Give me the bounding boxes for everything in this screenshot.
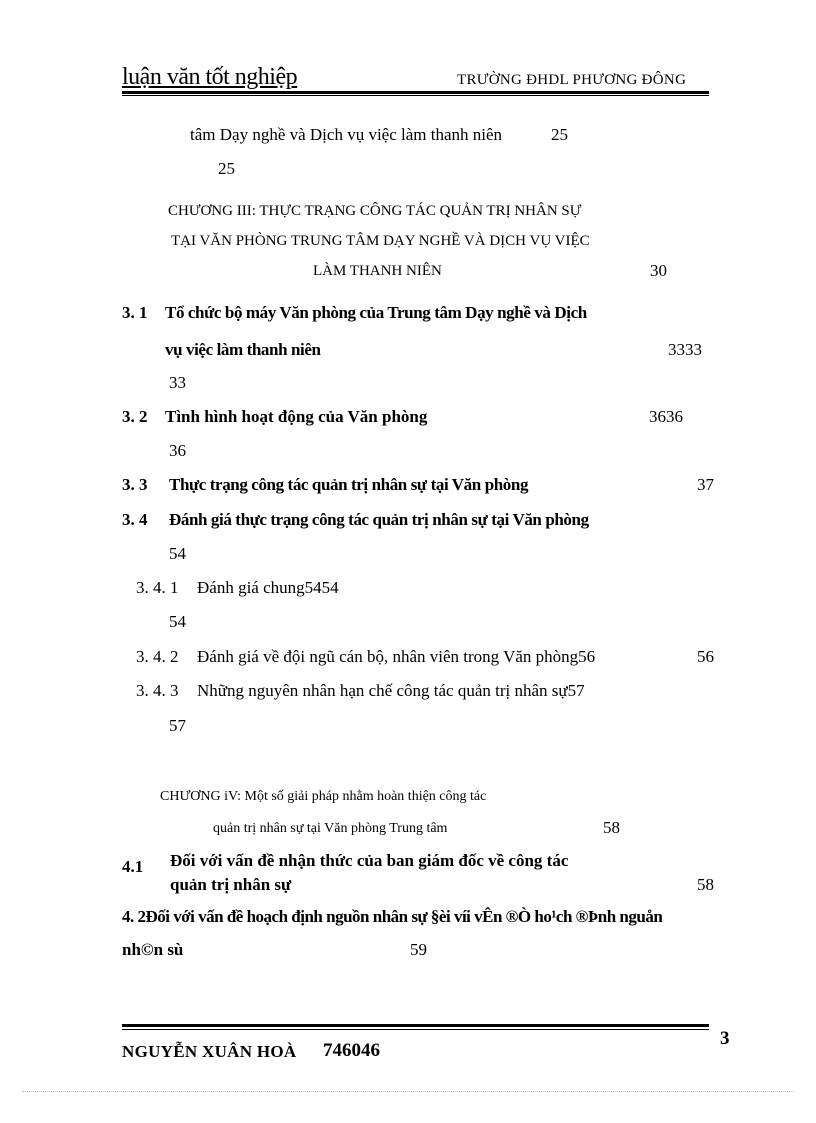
toc-s343-page-dup: 57: [169, 716, 186, 735]
toc-s34-page-dup: 54: [169, 544, 186, 563]
toc-s31-title-line1: Tổ chức bộ máy Văn phòng của Trung tâm Dạy nghề và Dịch: [165, 303, 587, 322]
toc-s42-page: 59: [410, 940, 427, 959]
toc-s342-number: 3. 4. 2: [136, 647, 179, 666]
toc-chapter4-page: 58: [603, 818, 620, 837]
header-rule-thin: [122, 95, 709, 96]
toc-chapter3-line1: CHƯƠNG III: THỰC TRẠNG CÔNG TÁC QUẢN TRỊ NHÂN SỰ: [168, 203, 582, 219]
footer-rule-thick: [122, 1024, 709, 1027]
toc-s32-title: Tình hình hoạt động của Văn phòng: [165, 407, 428, 426]
toc-s33-number: 3. 3: [122, 475, 148, 494]
footer-author-name: NGUYỄN XUÂN HOÀ: [122, 1042, 297, 1061]
toc-s31-title-line2: vụ việc làm thanh niên: [165, 340, 321, 359]
footer-page-number: 3: [720, 1028, 730, 1049]
toc-s41-number: 4.1: [122, 857, 144, 876]
toc-s32-page: 3636: [649, 407, 683, 426]
footer-student-code: 746046: [323, 1040, 380, 1061]
toc-s343-number: 3. 4. 3: [136, 681, 179, 700]
toc-s31-page-dup: 33: [169, 373, 186, 392]
toc-s342-title: Đánh giá về đội ngũ cán bộ, nhân viên trong Văn phòng56: [197, 647, 596, 666]
toc-chapter3-page: 30: [650, 261, 667, 280]
page-bottom-dotted-border: [22, 1091, 794, 1092]
toc-continuation-page-dup: 25: [218, 159, 235, 178]
header-rule-thick: [122, 91, 709, 94]
toc-s33-title: Thực trạng công tác quản trị nhân sự tại Văn phòng: [169, 475, 529, 494]
toc-s31-number: 3. 1: [122, 303, 148, 322]
toc-chapter3-line2: TẠI VĂN PHÒNG TRUNG TÂM DẠY NGHỀ VÀ DỊCH VỤ VIỆC: [171, 233, 590, 249]
toc-s342-page: 56: [697, 647, 714, 666]
footer-rule-thin: [122, 1029, 709, 1030]
toc-s34-number: 3. 4: [122, 510, 148, 529]
toc-continuation-title: tâm Dạy nghề và Dịch vụ việc làm thanh niên: [190, 125, 503, 144]
toc-s341-number: 3. 4. 1: [136, 578, 179, 597]
header-left-title: luận văn tốt nghiệp: [122, 64, 298, 90]
toc-s41-title-line2: quản trị nhân sự: [170, 875, 292, 894]
toc-s341-page-dup: 54: [169, 612, 186, 631]
toc-continuation-page: 25: [551, 125, 568, 144]
toc-chapter4-line1: CHƯƠNG iV: Một số giải pháp nhằm hoàn thiện công tác: [160, 789, 487, 804]
toc-s41-page: 58: [697, 875, 714, 894]
toc-s31-page: 3333: [668, 340, 702, 359]
toc-chapter3-line3: LÀM THANH NIÊN: [313, 263, 442, 279]
toc-s34-title: Đánh giá thực trạng công tác quản trị nhân sự tại Văn phòng: [169, 510, 589, 529]
toc-chapter4-line2: quản trị nhân sự tại Văn phòng Trung tâm: [213, 821, 448, 836]
header-right-school: TRƯỜNG ĐHDL PHƯƠNG ĐÔNG: [457, 72, 687, 88]
toc-s343-title: Những nguyên nhân hạn chế công tác quản trị nhân sự57: [197, 681, 585, 700]
toc-s33-page: 37: [697, 475, 714, 494]
toc-s41-title-line1: Đối với vấn đề nhận thức của ban giám đốc về công tác: [170, 851, 569, 870]
toc-s42-line1: 4. 2Đối với vấn đề hoạch định nguồn nhân sự §èi víi vÊn ®Ò ho¹ch ®Þnh nguån: [122, 907, 663, 926]
toc-s42-line2: nh©n sù: [122, 940, 184, 959]
toc-s341-title: Đánh giá chung5454: [197, 578, 339, 597]
toc-s32-page-dup: 36: [169, 441, 186, 460]
toc-s32-number: 3. 2: [122, 407, 148, 426]
